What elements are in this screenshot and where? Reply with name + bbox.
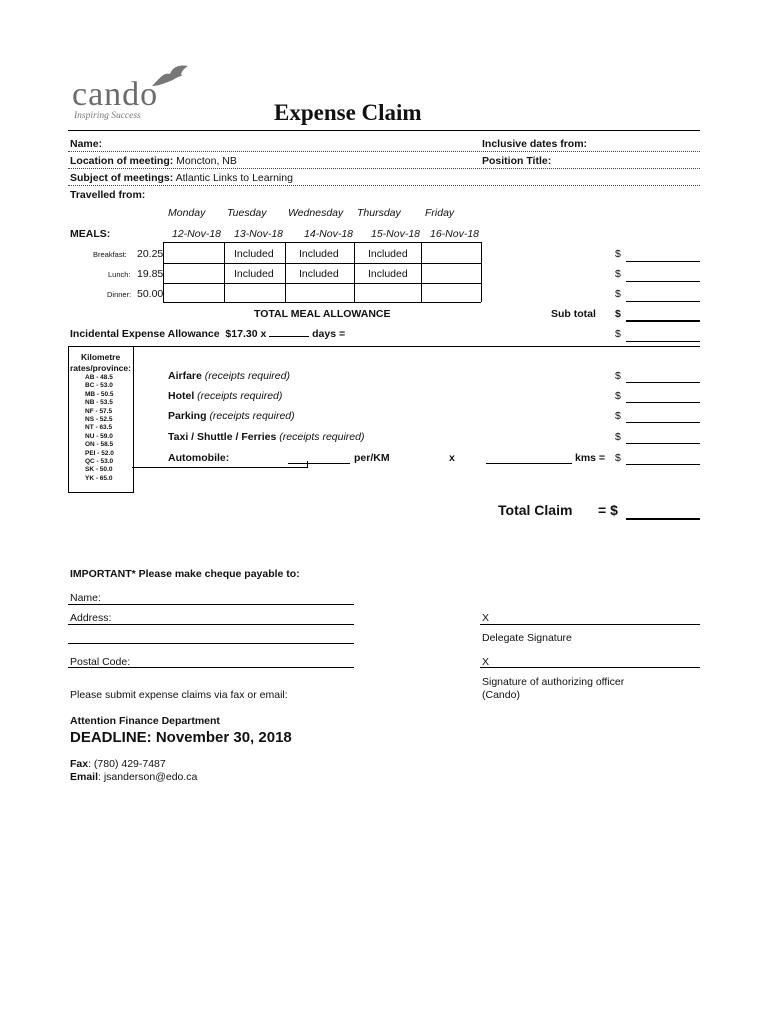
per-km-label: per/KM	[354, 452, 390, 464]
amount-line[interactable]	[626, 281, 700, 282]
total-claim-eq: = $	[598, 502, 618, 518]
rate-blank[interactable]	[288, 463, 350, 464]
times-sign: x	[449, 452, 455, 464]
cando-logo	[68, 62, 193, 124]
rate-item: SK - 50.0	[85, 466, 113, 474]
incidental-days-blank[interactable]	[269, 336, 309, 337]
auto-label: Automobile:	[168, 452, 230, 464]
fax-value: : (780) 429-7487	[88, 758, 166, 770]
rule	[68, 151, 700, 152]
rate-item: NT - 63.5	[85, 424, 113, 432]
total-meal-label: TOTAL MEAL ALLOWANCE	[254, 308, 391, 320]
currency-sign: $	[615, 248, 621, 260]
lunch-label: Lunch:	[108, 270, 131, 279]
name-label: Name:	[70, 138, 103, 150]
dinner-label: Dinner:	[107, 290, 132, 299]
meal-date: 13-Nov-18	[234, 228, 284, 240]
attention-note: Attention Finance Department	[70, 715, 220, 727]
grid-line	[421, 242, 422, 302]
payee-address-label: Address:	[70, 612, 112, 624]
grid-line	[354, 242, 355, 302]
day-monday: Monday	[168, 207, 206, 219]
rate-item: PEI - 52.0	[85, 449, 114, 457]
amount-line[interactable]	[626, 402, 700, 403]
subtotal-label: Sub total	[551, 308, 596, 320]
page-title: Expense Claim	[274, 100, 422, 125]
location-label: Location of meeting:	[70, 155, 174, 167]
km-rates-list	[85, 374, 114, 483]
lunch-rate: 19.85	[137, 268, 164, 280]
currency-sign: $	[615, 410, 621, 422]
rate-item: BC - 53.0	[85, 382, 113, 390]
meal-date: 15-Nov-18	[371, 228, 421, 240]
logo-wordmark: cando	[72, 76, 159, 113]
rule	[68, 185, 700, 186]
day-friday: Friday	[425, 207, 455, 219]
currency-sign: $	[615, 452, 621, 464]
fax-label: Fax	[70, 758, 89, 770]
taxi-note: (receipts required)	[279, 431, 365, 443]
currency-sign: $	[615, 268, 621, 280]
grid-line	[285, 242, 286, 302]
officer-signature-line[interactable]	[480, 667, 700, 668]
rate-item: NB - 53.5	[85, 399, 113, 407]
total-claim-label: Total Claim	[498, 502, 573, 518]
day-thursday: Thursday	[357, 207, 401, 219]
deadline: DEADLINE: November 30, 2018	[70, 729, 292, 746]
hotel-row	[168, 390, 282, 402]
rate-item: NS - 52.5	[85, 416, 113, 424]
incidental-label: Incidental Expense Allowance	[70, 328, 220, 340]
travelled-label: Travelled from:	[70, 189, 146, 201]
subject-row	[70, 172, 293, 184]
airfare-label: Airfare	[168, 370, 202, 382]
meal-cell[interactable]: Included	[299, 268, 339, 280]
km-title: Kilometre	[81, 352, 121, 362]
day-wednesday: Wednesday	[288, 207, 344, 219]
amount-line[interactable]	[626, 301, 700, 302]
meals-label: MEALS:	[70, 228, 111, 240]
amount-line[interactable]	[626, 464, 700, 465]
amount-line[interactable]	[626, 443, 700, 444]
position-label: Position Title:	[482, 155, 552, 167]
dinner-rate: 50.00	[137, 288, 164, 300]
grid-line	[481, 242, 482, 302]
rate-item: YK - 65.0	[85, 474, 113, 482]
location-row	[70, 155, 237, 167]
important-note: IMPORTANT* Please make cheque payable to:	[70, 568, 300, 580]
kms-label: kms =	[575, 452, 606, 464]
subtotal-line[interactable]	[626, 320, 700, 322]
meal-cell[interactable]: Included	[368, 248, 408, 260]
km-blank[interactable]	[486, 463, 572, 464]
officer-x: X	[482, 656, 490, 668]
km-box-bottom	[132, 467, 307, 468]
currency-sign: $	[615, 370, 621, 382]
km-box-top	[68, 346, 700, 347]
rate-item: ON - 58.5	[85, 441, 114, 449]
km-subtitle: rates/province:	[70, 363, 131, 373]
payee-address-line-2[interactable]	[68, 643, 354, 644]
hotel-note: (receipts required)	[197, 390, 283, 402]
meal-date: 12-Nov-18	[172, 228, 222, 240]
delegate-x: X	[482, 612, 490, 624]
currency-sign: $	[615, 308, 621, 320]
meal-cell[interactable]: Included	[299, 248, 339, 260]
parking-label: Parking	[168, 410, 207, 422]
grid-line	[163, 263, 481, 264]
rate-item: MB - 50.5	[85, 390, 114, 398]
delegate-signature-line[interactable]	[480, 624, 700, 625]
location-value: Moncton, NB	[176, 155, 237, 167]
breakfast-label: Breakfast:	[93, 250, 127, 259]
currency-sign: $	[615, 328, 621, 340]
payee-address-line[interactable]	[68, 624, 354, 625]
currency-sign: $	[615, 288, 621, 300]
airfare-row	[168, 370, 290, 382]
dates-label: Inclusive dates from:	[482, 138, 588, 150]
grid-line	[224, 242, 225, 302]
header-top-rule	[68, 130, 700, 131]
payee-name-label: Name:	[70, 592, 101, 604]
email-label: Email	[70, 771, 99, 783]
officer-label: Signature of authorizing officer	[482, 676, 625, 688]
grid-line	[163, 242, 481, 243]
grid-line	[163, 302, 481, 303]
currency-sign: $	[615, 431, 621, 443]
subject-label: Subject of meetings:	[70, 172, 174, 184]
rule	[68, 168, 700, 169]
incidental-days: days =	[312, 328, 346, 340]
taxi-row	[168, 431, 364, 443]
email-line	[70, 771, 197, 783]
amount-line[interactable]	[626, 261, 700, 262]
payee-postal-label: Postal Code:	[70, 656, 131, 668]
hotel-label: Hotel	[168, 390, 195, 402]
fax-line	[70, 758, 166, 770]
payee-postal-line[interactable]	[68, 667, 354, 668]
amount-line[interactable]	[626, 422, 700, 423]
rate-item: NU - 59.0	[85, 432, 113, 440]
rate-item: QC - 53.0	[85, 458, 114, 466]
total-claim-line[interactable]	[626, 518, 700, 520]
rate-item: NF - 57.5	[85, 407, 113, 415]
meal-cell[interactable]: Included	[368, 268, 408, 280]
meal-date: 14-Nov-18	[304, 228, 354, 240]
breakfast-rate: 20.25	[137, 248, 164, 260]
parking-row	[168, 410, 295, 422]
meal-cell[interactable]: Included	[234, 268, 274, 280]
submit-note: Please submit expense claims via fax or email:	[70, 689, 288, 701]
email-value[interactable]: : jsanderson@edo.ca	[98, 771, 198, 783]
rate-item: AB - 48.5	[85, 374, 113, 381]
amount-line[interactable]	[626, 341, 700, 342]
taxi-label: Taxi / Shuttle / Ferries	[168, 431, 277, 443]
airfare-note: (receipts required)	[204, 370, 290, 382]
meal-cell[interactable]: Included	[234, 248, 274, 260]
payee-name-line[interactable]	[68, 604, 354, 605]
delegate-label: Delegate Signature	[482, 632, 572, 644]
grid-line	[163, 283, 481, 284]
logo-tagline: Inspiring Success	[74, 111, 141, 121]
incidental-rate: $17.30 x	[225, 328, 267, 340]
incidental-row	[70, 328, 345, 340]
amount-line[interactable]	[626, 382, 700, 383]
meal-date: 16-Nov-18	[430, 228, 480, 240]
currency-sign: $	[615, 390, 621, 402]
day-tuesday: Tuesday	[227, 207, 267, 219]
subject-value: Atlantic Links to Learning	[175, 172, 293, 184]
parking-note: (receipts required)	[209, 410, 295, 422]
officer-org: (Cando)	[482, 689, 520, 701]
